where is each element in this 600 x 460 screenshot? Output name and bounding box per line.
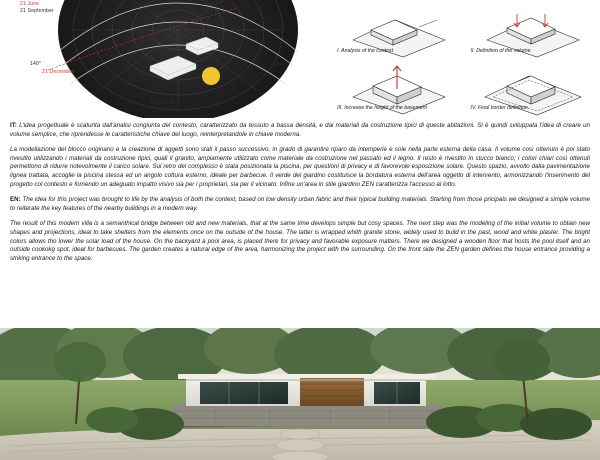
concept-diagram-2-caption: II. Definition of the volume	[470, 48, 531, 54]
paragraph-en-body: The result of this modern villa is a semanthical bridge between old and new materials, that at the same time develops simple but cosy spaces. The next step was the modeling of the initial volume to obtain new shapes and projections, ideal to take shelters from the elements once on the outside of the house. The latter is wrapped whith granite stone, widely used to build in the past, wood and white plaster. The bright colors allows tho lower the solar load of the house. On the backyard a pool area, is placed there for privacy and favorable exposure matters. There we designed a wooden floor that hosts the pool itself and an outside cookokg spot, ideal for barbecues. The garden creates a natural edge of the area, harmonizing the project with the surrounding. On the front side the ZEN garden defines the house entrance providing a striking entrance to the space.	[10, 220, 590, 262]
project-photo-render	[0, 328, 600, 460]
paragraph-en-intro-text: The idea for this project was brought to life by the analysis of both the context, based on low density urban fabric and their typical building materials. Starting from those pricipals we designed a simple volume to reiterate the key features of the nearby buildings in a modern way.	[10, 196, 590, 212]
concept-diagram-4-caption: IV. Final border definition	[470, 105, 528, 111]
description-text-block	[10, 122, 590, 322]
paragraph-it-intro-text: L'idea progettuale è scaturita dall'analisi congiunta del contesto, caratterizzato da tessuto a bassa densità, e dai materiali da costruzione tipici di queste abitazioni. Si è quindi sviluppata l'idea di creare un volume semplice, che riprendesse le caratteristiche chiave del luogo, reinterpretandole in chiave moderna.	[10, 122, 590, 138]
concept-diagram-1-caption: I. Analysis of the context	[337, 48, 394, 54]
concept-diagram-3-caption: III. Increase the height of the basement	[337, 105, 427, 111]
paragraph-en-intro	[10, 196, 590, 213]
sunpath-label-azimuth-left: 140°	[30, 61, 42, 67]
paragraph-it-body: La modellazione del blocco originario e la creazione di aggetti sono stati il passo successivo, in grado di garantire riparo da intemperie e sole nella parte esterna della casa. Il volume così ottenuto è poi stato rivestito utilizzando i materiali da costruzione tipici, quali il granito, ampiamente utilizzato come materiale da costruzione nel passato ed il legno. Il resto è rivestito in stucco bianco; i colori chiari così ottenuti permettono di ridurre notevolmente il carico solare. Sul retro del complesso è stata posizionata la piscina, per questioni di privacy e di favorevole esposizione solare. Questo spazio, avvolto dalla pavimentazione lignea trattata, accoglie la piscina stessa ed un angolo cottura esterno, ideale per barbecue. Il verde del giardino costituisce la bordatura esterna dell'area oggetto di intervento, armonizzando l'inserimento del progetto col contesto e fornendo un adeguato impatto visivo sia per i proprietari, sia per il vicinato. Infine un'area in stile giardino ZEN caratterizza l'accesso al lotto.	[10, 146, 590, 188]
project-photo	[0, 328, 600, 460]
language-tag-it: IT:	[10, 122, 17, 129]
concept-diagram-2	[467, 0, 600, 59]
sunpath-compass-south: SOUTH	[150, 100, 174, 106]
sunpath-label-21-december: 21 December	[42, 69, 75, 75]
concept-diagram-4	[467, 59, 600, 118]
sunpath-label-21-june: 21 June	[20, 1, 40, 7]
sun-path-diagram	[0, 0, 330, 118]
sunpath-label-21-september: 21 September	[20, 8, 54, 14]
paragraph-it-intro	[10, 122, 590, 139]
top-graphics-band	[0, 0, 600, 120]
concept-diagram-3	[333, 59, 467, 118]
concept-diagram-1	[333, 0, 467, 59]
sunpath-label-azimuth-right: 140°	[272, 63, 284, 69]
concept-diagram-grid	[333, 0, 600, 118]
language-tag-en: EN:	[10, 196, 21, 204]
